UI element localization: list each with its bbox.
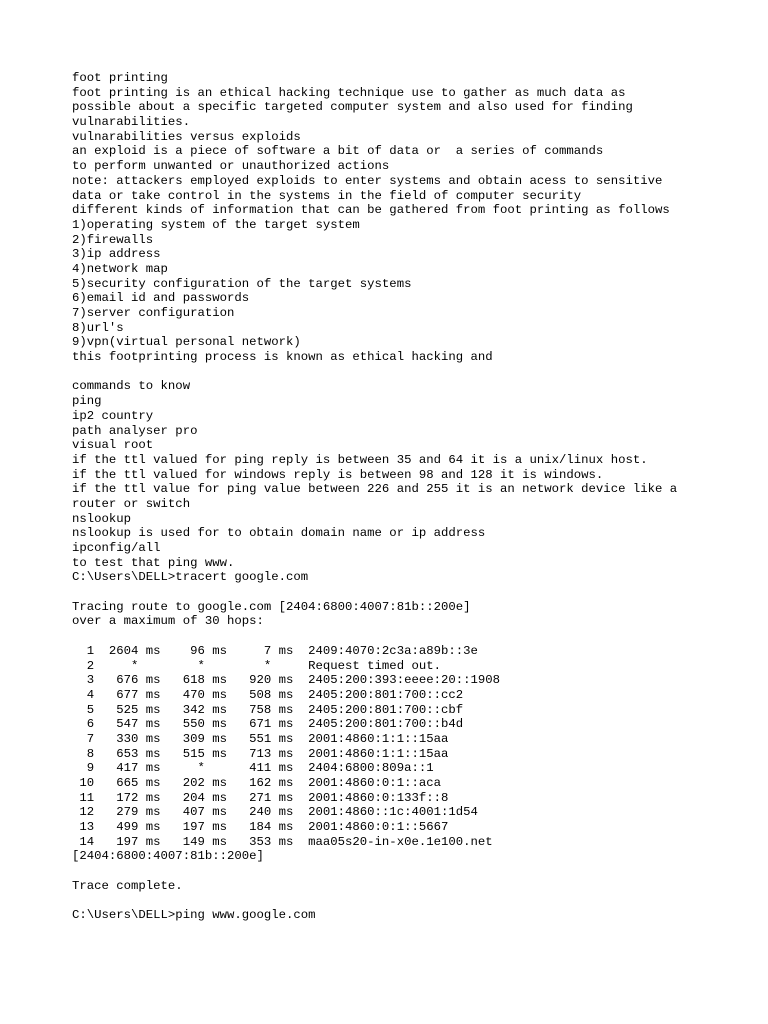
doc-line: path analyser pro [72,423,198,438]
trace-header: over a maximum of 30 hops: [72,614,264,629]
doc-line: vulnarabilities versus exploids [72,129,301,144]
doc-line: data or take control in the systems in the field of computer security [72,188,582,203]
blank-line [72,864,762,879]
doc-line: 4)network map [72,261,168,276]
doc-line: router or switch [72,496,191,511]
trace-hop-row: 12 279 ms 407 ms 240 ms 2001:4860::1c:4001:1d54 [72,805,478,820]
doc-line: note: attackers employed exploids to enter systems and obtain acess to sensitive [72,173,663,188]
trace-hop-row: 14 197 ms 149 ms 353 ms maa05s20-in-x0e.1e100.net [72,834,493,849]
doc-line: 2)firewalls [72,232,154,247]
doc-line: if the ttl value for ping value between 226 and 255 it is an network device like a [72,482,678,497]
trace-hop-row: 13 499 ms 197 ms 184 ms 2001:4860:0:1::5667 [72,820,449,835]
doc-line: ipconfig/all [72,541,161,555]
doc-line: visual root [72,438,154,453]
trace-hop-row: 9 417 ms * 411 ms 2404:6800:809a::1 [72,761,434,776]
doc-line: 6)email id and passwords [72,291,250,306]
doc-line: foot printing [72,71,168,85]
trace-hop-continuation: [2404:6800:4007:81b::200e] [72,849,264,864]
document-page [72,71,762,923]
doc-line: 5)security configuration of the target systems [72,276,412,291]
trace-complete: Trace complete. [72,878,183,893]
command-line: C:\Users\DELL>ping www.google.com [72,908,316,923]
trace-hop-row: 6 547 ms 550 ms 671 ms 2405:200:801:700::b4d [72,717,464,732]
trace-hop-row: 7 330 ms 309 ms 551 ms 2001:4860:1:1::15aa [72,731,449,746]
doc-line: to test that ping www. [72,555,235,570]
blank-line [72,365,762,380]
doc-line: 9)vpn(virtual personal network) [72,335,301,350]
doc-line: 1)operating system of the target system [72,217,360,232]
trace-hop-row: 11 172 ms 204 ms 271 ms 2001:4860:0:133f::8 [72,790,449,805]
doc-line: vulnarabilities. [72,115,191,130]
doc-line: nslookup is used for to obtain domain name or ip address [72,526,486,541]
blank-line [72,585,762,600]
doc-line: to perform unwanted or unauthorized actions [72,159,390,174]
doc-line: commands to know [72,379,191,394]
doc-line: different kinds of information that can be gathered from foot printing as follows [72,203,670,218]
blank-line [72,894,762,909]
trace-hop-row: 3 676 ms 618 ms 920 ms 2405:200:393:eeee:20::1908 [72,673,501,688]
trace-hop-row: 4 677 ms 470 ms 508 ms 2405:200:801:700::cc2 [72,687,464,702]
trace-hop-row: 2 * * * Request timed out. [72,658,441,673]
doc-line: this footprinting process is known as ethical hacking and [72,350,493,365]
doc-line: ip2 country [72,408,154,423]
doc-line: possible about a specific targeted computer system and also used for finding [72,100,633,115]
command-line: C:\Users\DELL>tracert google.com [72,570,309,585]
trace-hop-row: 5 525 ms 342 ms 758 ms 2405:200:801:700::cbf [72,702,464,717]
doc-line: if the ttl valued for windows reply is between 98 and 128 it is windows. [72,467,604,482]
doc-line: 7)server configuration [72,306,235,320]
doc-line: 3)ip address [72,247,161,262]
blank-line [72,629,762,644]
doc-line: nslookup [72,511,132,526]
doc-line: an exploid is a piece of software a bit of data or a series of commands [72,144,604,159]
trace-hop-row: 8 653 ms 515 ms 713 ms 2001:4860:1:1::15aa [72,746,449,761]
trace-hop-row: 10 665 ms 202 ms 162 ms 2001:4860:0:1::aca [72,776,441,790]
doc-line: foot printing is an ethical hacking technique use to gather as much data as [72,85,626,100]
trace-hop-row: 1 2604 ms 96 ms 7 ms 2409:4070:2c3a:a89b::3e [72,643,478,658]
trace-header: Tracing route to google.com [2404:6800:4007:81b::200e] [72,599,471,614]
doc-line: ping [72,394,102,409]
doc-line: if the ttl valued for ping reply is between 35 and 64 it is a unix/linux host. [72,452,648,467]
doc-line: 8)url's [72,320,124,335]
